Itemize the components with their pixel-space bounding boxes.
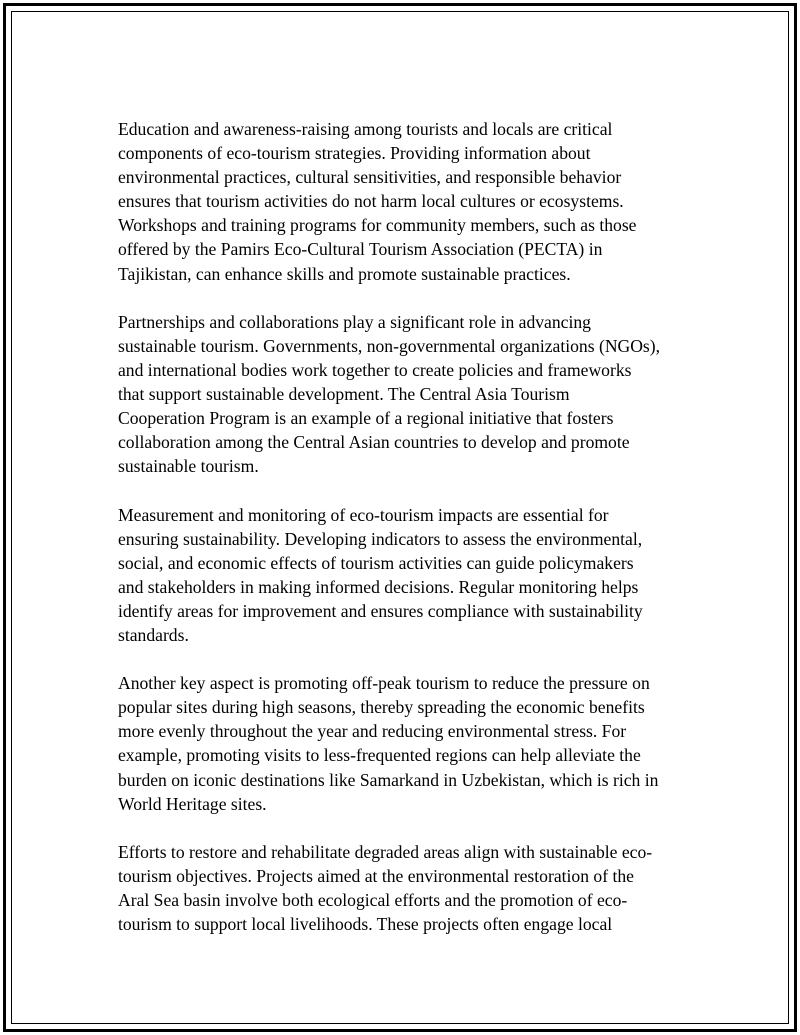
text-line: social, and economic effects of tourism activities can guide policymakers: [118, 552, 634, 573]
paragraph-off-peak: [118, 671, 693, 816]
text-line: burden on iconic destinations like Samarkand in Uzbekistan, which is rich in: [118, 769, 659, 790]
document-body: [118, 117, 693, 960]
text-line: Cooperation Program is an example of a regional initiative that fosters: [118, 408, 614, 429]
text-line: tourism to support local livelihoods. These projects often engage local: [118, 914, 613, 935]
text-line: standards.: [118, 624, 189, 645]
text-line: Aral Sea basin involve both ecological efforts and the promotion of eco-: [118, 890, 628, 910]
text-line: example, promoting visits to less-frequented regions can help alleviate the: [118, 745, 641, 766]
text-line: and stakeholders in making informed decisions. Regular monitoring helps: [118, 576, 639, 597]
text-line: popular sites during high seasons, thereby spreading the economic benefits: [118, 697, 645, 718]
text-line: components of eco-tourism strategies. Providing information about: [118, 143, 591, 164]
text-line: Workshops and training programs for community members, such as those: [118, 215, 637, 236]
text-line: Education and awareness-raising among tourists and locals are critical: [118, 119, 613, 139]
paragraph-measurement: [118, 503, 693, 648]
text-line: ensuring sustainability. Developing indicators to assess the environmental,: [118, 528, 643, 549]
text-line: Efforts to restore and rehabilitate degraded areas align with sustainable eco-: [118, 841, 653, 862]
text-line: World Heritage sites.: [118, 793, 267, 814]
text-line: and international bodies work together to create policies and frameworks: [118, 359, 632, 380]
text-line: Another key aspect is promoting off-peak tourism to reduce the pressure on: [118, 673, 650, 694]
text-line: sustainable tourism.: [118, 456, 259, 477]
text-line: tourism objectives. Projects aimed at the environmental restoration of the: [118, 865, 634, 886]
paragraph-education: [118, 117, 693, 286]
text-line: more evenly throughout the year and reducing environmental stress. For: [118, 721, 627, 742]
text-line: offered by the Pamirs Eco-Cultural Tourism Association (PECTA) in: [118, 239, 603, 260]
text-line: ensures that tourism activities do not harm local cultures or ecosystems.: [118, 191, 624, 212]
text-line: environmental practices, cultural sensitivities, and responsible behavior: [118, 167, 622, 188]
text-line: Tajikistan, can enhance skills and promote sustainable practices.: [118, 263, 571, 284]
text-line: collaboration among the Central Asian countries to develop and promote: [118, 432, 630, 453]
paragraph-restoration: [118, 840, 693, 936]
text-line: sustainable tourism. Governments, non-governmental organizations (NGOs),: [118, 335, 661, 356]
text-line: that support sustainable development. The Central Asia Tourism: [118, 384, 570, 405]
text-line: identify areas for improvement and ensures compliance with sustainability: [118, 600, 643, 621]
text-line: Partnerships and collaborations play a significant role in advancing: [118, 311, 591, 332]
paragraph-partnerships: [118, 310, 693, 479]
text-line: Measurement and monitoring of eco-tourism impacts are essential for: [118, 504, 609, 525]
